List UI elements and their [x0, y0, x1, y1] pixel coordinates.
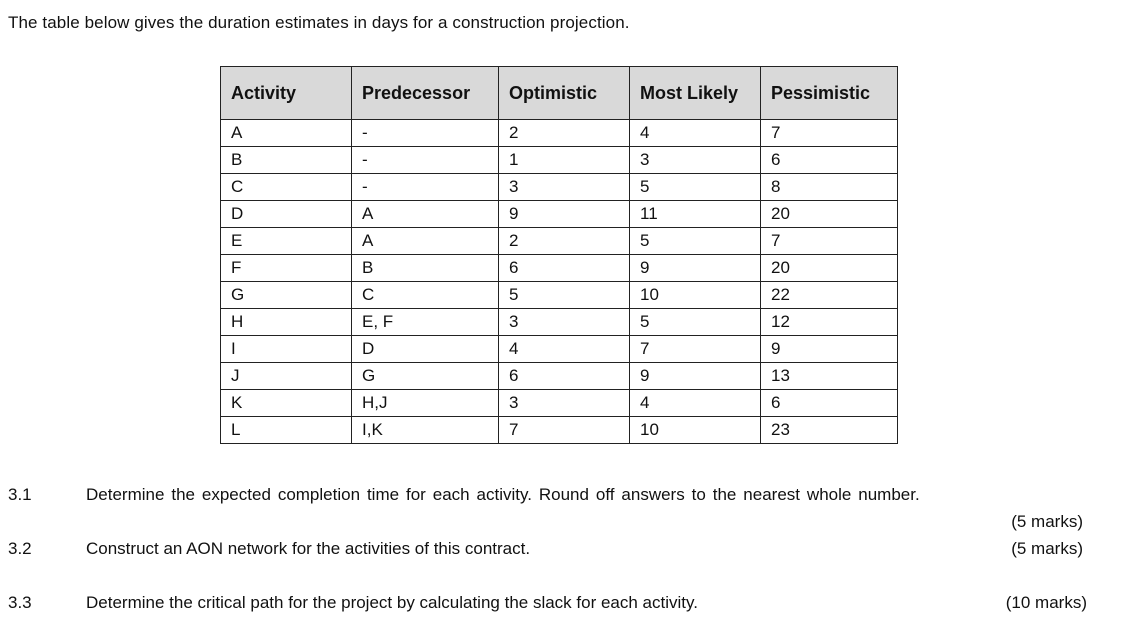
cell-predecessor: -	[352, 120, 499, 147]
cell-activity: K	[221, 390, 352, 417]
intro-text: The table below gives the duration estimates in days for a construction projection.	[8, 13, 630, 32]
cell-optimistic: 3	[499, 309, 630, 336]
cell-optimistic: 2	[499, 120, 630, 147]
question-text: Determine the critical path for the project by calculating the slack for each activity.	[86, 593, 698, 612]
cell-most-likely: 3	[630, 147, 761, 174]
question-text: Construct an AON network for the activities of this contract.	[86, 539, 531, 558]
header-predecessor: Predecessor	[352, 67, 499, 120]
table-row	[221, 390, 898, 417]
cell-pessimistic: 7	[761, 120, 898, 147]
cell-predecessor: A	[352, 228, 499, 255]
cell-pessimistic: 20	[761, 255, 898, 282]
question-marks: (10 marks)	[1005, 593, 1087, 612]
question-marks: (5 marks)	[1011, 512, 1083, 531]
cell-most-likely: 5	[630, 174, 761, 201]
question-number: 3.2	[8, 539, 32, 558]
cell-pessimistic: 13	[761, 363, 898, 390]
cell-predecessor: B	[352, 255, 499, 282]
cell-activity: F	[221, 255, 352, 282]
table-row	[221, 282, 898, 309]
cell-activity: B	[221, 147, 352, 174]
cell-activity: A	[221, 120, 352, 147]
cell-pessimistic: 9	[761, 336, 898, 363]
cell-optimistic: 5	[499, 282, 630, 309]
cell-activity: J	[221, 363, 352, 390]
cell-activity: D	[221, 201, 352, 228]
cell-pessimistic: 6	[761, 147, 898, 174]
cell-most-likely: 9	[630, 255, 761, 282]
cell-most-likely: 4	[630, 120, 761, 147]
cell-most-likely: 10	[630, 282, 761, 309]
question-text: Determine the expected completion time for each activity. Round off answers to the nearest whole number.	[86, 485, 920, 504]
table-row	[221, 309, 898, 336]
header-pessimistic: Pessimistic	[761, 67, 898, 120]
cell-activity: G	[221, 282, 352, 309]
cell-pessimistic: 6	[761, 390, 898, 417]
table-row	[221, 120, 898, 147]
cell-predecessor: C	[352, 282, 499, 309]
cell-pessimistic: 23	[761, 417, 898, 444]
cell-most-likely: 5	[630, 309, 761, 336]
question-marks: (5 marks)	[1011, 539, 1083, 558]
cell-predecessor: I,K	[352, 417, 499, 444]
cell-optimistic: 4	[499, 336, 630, 363]
table-row	[221, 336, 898, 363]
cell-activity: I	[221, 336, 352, 363]
table-row	[221, 174, 898, 201]
cell-activity: E	[221, 228, 352, 255]
cell-pessimistic: 7	[761, 228, 898, 255]
question-number: 3.3	[8, 593, 32, 612]
table-row	[221, 363, 898, 390]
cell-pessimistic: 20	[761, 201, 898, 228]
cell-pessimistic: 22	[761, 282, 898, 309]
cell-most-likely: 11	[630, 201, 761, 228]
cell-most-likely: 9	[630, 363, 761, 390]
cell-most-likely: 5	[630, 228, 761, 255]
cell-predecessor: -	[352, 147, 499, 174]
cell-optimistic: 6	[499, 255, 630, 282]
cell-optimistic: 6	[499, 363, 630, 390]
cell-predecessor: E, F	[352, 309, 499, 336]
table-row	[221, 228, 898, 255]
header-optimistic: Optimistic	[499, 67, 630, 120]
table-header-row	[221, 67, 898, 120]
cell-optimistic: 2	[499, 228, 630, 255]
cell-pessimistic: 8	[761, 174, 898, 201]
cell-most-likely: 7	[630, 336, 761, 363]
cell-predecessor: H,J	[352, 390, 499, 417]
duration-estimates-table	[220, 66, 898, 444]
cell-activity: C	[221, 174, 352, 201]
header-most-likely: Most Likely	[630, 67, 761, 120]
question-number: 3.1	[8, 485, 32, 504]
cell-optimistic: 3	[499, 174, 630, 201]
cell-pessimistic: 12	[761, 309, 898, 336]
header-activity: Activity	[221, 67, 352, 120]
cell-optimistic: 1	[499, 147, 630, 174]
cell-most-likely: 4	[630, 390, 761, 417]
cell-predecessor: G	[352, 363, 499, 390]
table-row	[221, 417, 898, 444]
table-row	[221, 147, 898, 174]
cell-activity: L	[221, 417, 352, 444]
cell-optimistic: 9	[499, 201, 630, 228]
cell-predecessor: D	[352, 336, 499, 363]
cell-optimistic: 7	[499, 417, 630, 444]
cell-optimistic: 3	[499, 390, 630, 417]
table-row	[221, 255, 898, 282]
cell-activity: H	[221, 309, 352, 336]
cell-most-likely: 10	[630, 417, 761, 444]
table-body	[221, 120, 898, 444]
table-row	[221, 201, 898, 228]
cell-predecessor: -	[352, 174, 499, 201]
cell-predecessor: A	[352, 201, 499, 228]
